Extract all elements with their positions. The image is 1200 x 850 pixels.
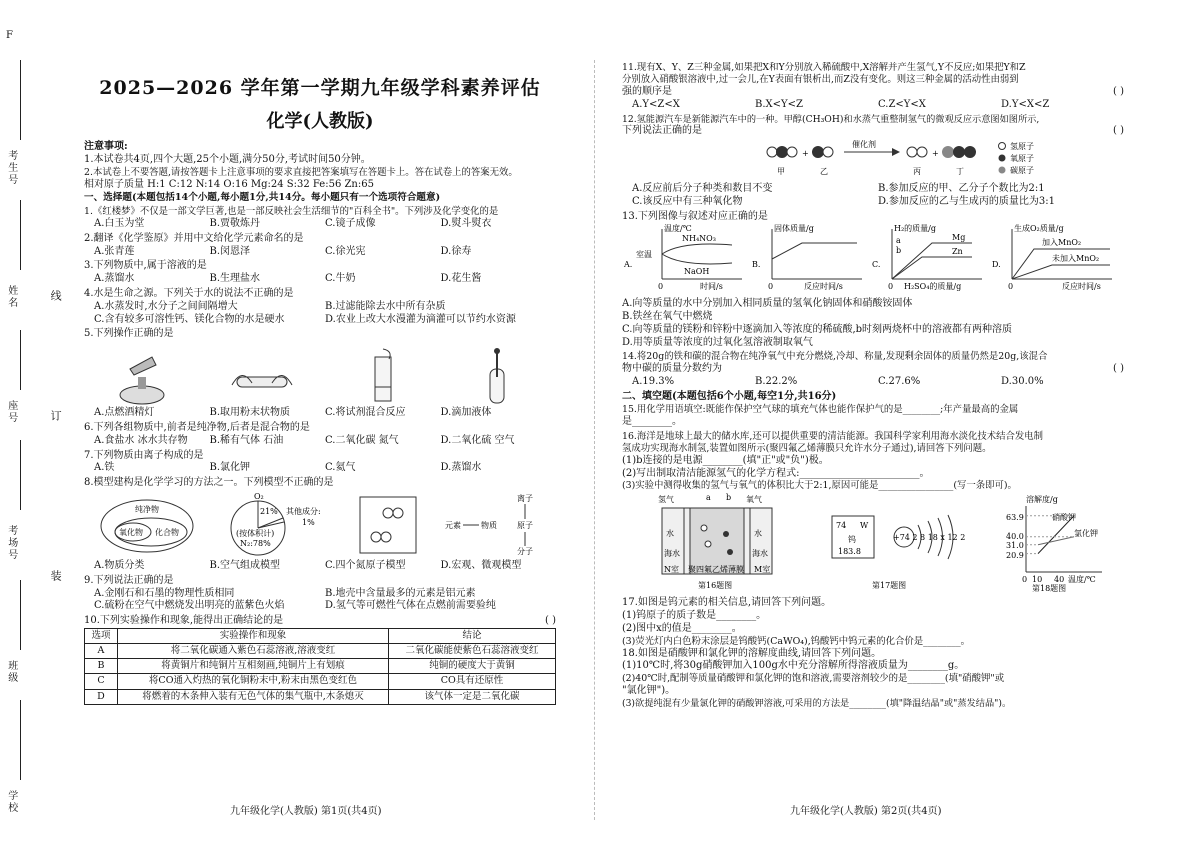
q12-stem — [622, 125, 1124, 138]
q14-stem — [622, 363, 1124, 376]
axis-label: 时间/s — [700, 282, 723, 292]
option: D.花生酱 — [440, 273, 482, 285]
tick-label: 10 — [1032, 575, 1043, 585]
macro-micro-model-figure — [443, 492, 543, 558]
fig-label: b — [726, 493, 732, 503]
legend-label: 氧原子 — [1010, 154, 1034, 164]
option: A.金刚石和石墨的物理性质相同 — [94, 587, 235, 599]
option: A.蒸馏水 — [94, 273, 135, 285]
binding-line — [20, 440, 21, 510]
q5-figures — [84, 343, 556, 405]
curve-label: 加入MnO₂ — [1042, 238, 1082, 248]
electrolysis-figure — [658, 493, 772, 590]
nitrogen-atoms-figure — [358, 495, 418, 555]
fig-label: 水 — [666, 529, 674, 539]
axis-origin: 0 — [768, 282, 774, 292]
q18-line: (3)欲提纯混有少量氯化钾的硝酸钾溶液,可采用的方法是________(填"降温结晶"或"蒸发结晶")。 — [622, 697, 1012, 709]
q18-line: (1)10℃时,将30g硝酸钾加入100g水中充分溶解所得溶液质量为________g。 — [622, 660, 965, 672]
fig-label: 海水 — [664, 549, 680, 559]
axis-label: 生成O₂质量/g — [1014, 224, 1064, 234]
fig-label: 分子 — [517, 547, 534, 557]
graph-b — [752, 223, 862, 291]
q2-stem: 2.翻译《化学鉴原》并用中文给化学元素命名的是 — [84, 232, 304, 244]
option: C.硫粉在空气中燃烧发出明亮的蓝紫色火焰 — [94, 600, 285, 612]
option: D.蒸馏水 — [440, 462, 482, 474]
option: D.用等质量等浓度的过氧化氢溶液制取氧气 — [622, 336, 813, 348]
answer-bracket: ( ) — [1113, 363, 1124, 375]
option: C.牛奶 — [325, 273, 356, 285]
fig-label: a — [706, 493, 711, 503]
fig-caption: 第17题图 — [872, 581, 907, 591]
cylinder-figure — [353, 347, 413, 405]
fig-label: M室 — [754, 565, 771, 575]
header-cell: 结论 — [389, 629, 556, 644]
q12-stem: 12.氢能源汽车是新能源汽车中的一种。甲醇(CH₃OH)和水蒸气重整制氢气的微观反应示意图如图所示, — [622, 113, 1040, 125]
q9-stem: 9.下列说法正确的是 — [84, 574, 174, 586]
option: B.铁丝在氧气中燃烧 — [622, 311, 713, 322]
q16-line: (3)实验中测得收集的氢气与氧气的体积比大于2:1,原因可能是________________(写一条即可)。 — [622, 480, 1017, 492]
notes-heading: 注意事项: — [84, 141, 128, 153]
q15-line: 是________。 — [622, 415, 682, 427]
option: A.物质分类 — [94, 560, 145, 572]
q7-stem: 7.下列物质由离子构成的是 — [84, 449, 204, 461]
fig-label: 聚四氟乙烯薄膜 — [688, 565, 744, 575]
cell: B — [85, 659, 118, 674]
answer-bracket: ( ) — [1113, 86, 1124, 98]
page-footer: 九年级化学(人教版) 第1页(共4页) — [230, 806, 382, 817]
atomic-masses: 相对原子质量 H:1 C:12 N:14 O:16 Mg:24 S:32 Fe:56 Zn:65 — [84, 178, 374, 190]
option: A.白玉为堂 — [94, 218, 145, 230]
legend-label: 氢原子 — [1010, 142, 1034, 152]
fig-label: N室 — [664, 565, 679, 575]
option: B.X<Y<Z — [755, 98, 803, 110]
right-column — [622, 62, 1124, 827]
q16-line: 16.海洋是地球上最大的储水库,还可以提供重要的清洁能源。我国科学家利用海水淡化技术结合发电制 — [622, 430, 1044, 442]
option: D.滴加液体 — [440, 407, 492, 419]
series-label: 硝酸钾 — [1052, 513, 1076, 523]
option: C.二氧化碳 氮气 — [325, 434, 399, 446]
q1-options — [84, 218, 556, 231]
option: A.反应前后分子种类和数目不变 — [632, 183, 773, 195]
option: C.该反应中有三种氧化物 — [632, 195, 743, 207]
axis-origin: 0 — [1008, 282, 1014, 292]
fig-label: 氧化物 — [118, 528, 143, 538]
axis-origin: 0 — [658, 282, 664, 292]
molecule-label: 丙 — [913, 167, 921, 177]
atomic-mass: 183.8 — [838, 547, 861, 557]
q6-stem: 6.下列各组物质中,前者是纯净物,后者是混合物的是 — [84, 422, 310, 434]
curve-label: 未加入MnO₂ — [1052, 254, 1100, 264]
element-name: 钨 — [848, 535, 856, 545]
air-composition-figure — [222, 492, 332, 558]
option: B.空气组成模型 — [209, 560, 281, 572]
fig-label: 21% — [260, 507, 279, 517]
option: D.氢气等可燃性气体在点燃前需要验纯 — [325, 600, 496, 612]
fig-label: 水 — [754, 529, 762, 539]
molecule-label: 丁 — [956, 167, 964, 177]
cell: C — [85, 674, 118, 689]
section2-heading: 二、填空题(本题包括6个小题,每空1分,共16分) — [622, 391, 837, 403]
powder-figure — [227, 347, 297, 405]
curve-label: b — [896, 246, 902, 256]
legend-label: 碳原子 — [1010, 166, 1034, 176]
tick-label: 40 — [1054, 575, 1065, 585]
element-symbol: W — [860, 521, 869, 531]
fig-caption: 第18题图 — [1032, 584, 1067, 593]
option: B.稀有气体 石油 — [209, 434, 284, 446]
header-cell: 实验操作和现象 — [117, 629, 388, 644]
option: C.四个氮原子模型 — [325, 560, 406, 572]
q13-stem: 13.下列图像与叙述对应正确的是 — [622, 210, 768, 222]
fig-label: 纯净物 — [134, 505, 159, 515]
binding-label: 学校 — [5, 790, 17, 814]
option-letter: C. — [872, 260, 881, 270]
q2-options — [84, 246, 556, 259]
q17-line: 17.如图是钨元素的相关信息,请回答下列问题。 — [622, 597, 832, 609]
q18-line: 18.如图是硝酸钾和氯化钾的溶解度曲线,请回答下列问题。 — [622, 647, 882, 659]
option: A.点燃酒精灯 — [94, 407, 155, 419]
q11-stem — [622, 86, 1124, 99]
table-row — [85, 659, 556, 674]
fig-label: 氢气 — [658, 495, 674, 505]
exam-subtitle: 化学(人教版) — [266, 111, 374, 133]
q18-line: (2)40℃时,配制等质量硝酸钾和氯化钾的饱和溶液,需要溶剂较少的是________(填"硝酸钾"或 — [622, 673, 1005, 685]
tungsten-figure — [832, 515, 965, 590]
q16-line: (1)b连接的是电源________(填"正"或"负")极。 — [622, 454, 829, 466]
fig-label: 氧气 — [746, 495, 762, 505]
fig-label: O₂ — [254, 492, 265, 502]
q9-options — [84, 588, 556, 614]
option: B.取用粉末状物质 — [209, 407, 291, 419]
option: A.19.3% — [632, 376, 675, 388]
catalyst-label: 催化剂 — [852, 140, 876, 150]
option-letter: D. — [992, 260, 1001, 270]
option: D.参加反应的乙与生成丙的质量比为3:1 — [878, 195, 1055, 207]
q11-stem: 分别放入硝酸银溶液中,过一会儿,在Y表面有银析出,而Z没有变化。则这三种金属的活动性由弱到 — [622, 74, 1019, 86]
axis-label: H₂SO₄的质量/g — [904, 282, 962, 292]
q13-graphs — [622, 223, 1122, 293]
fig-label: 1% — [302, 518, 315, 528]
dropper-figure — [468, 347, 528, 405]
curve-label: a — [896, 236, 901, 246]
cut-word: 线 — [49, 290, 63, 301]
notes-item: 1.本试卷共4页,四个大题,25个小题,满分50分,考试时间50分钟。 — [84, 154, 371, 166]
exam-title: 2025—2026 学年第一学期九年级学科素养评估 — [99, 77, 541, 99]
q7-options — [84, 462, 556, 475]
curve-label: NaOH — [684, 267, 710, 277]
axis-label: 温度/℃ — [1068, 575, 1096, 585]
fig-caption: 第16题图 — [698, 581, 733, 591]
axis-label: H₂的质量/g — [894, 224, 936, 234]
q3-options — [84, 273, 556, 286]
notes-item: 2.本试卷上不要答题,请按答题卡上注意事项的要求直接把答案填写在答题卡上。答在试卷上的答案无效。 — [84, 166, 518, 178]
graph-c — [872, 223, 982, 291]
curve-label: NH₄NO₃ — [682, 234, 716, 244]
alcohol-lamp-figure — [112, 347, 172, 405]
q8-options — [84, 560, 556, 573]
atom-structure: +74 2 8 18 x 12 2 — [893, 533, 966, 543]
q14-options — [622, 376, 1124, 389]
series-label: 氯化钾 — [1074, 529, 1098, 539]
q16-line: (2)写出制取清洁能源氢气的化学方程式:________________________。 — [622, 467, 930, 479]
atomic-number: 74 — [836, 521, 847, 531]
option: D.熨斗熨衣 — [440, 218, 492, 230]
fig-label: (按体积计) — [236, 529, 275, 539]
fig-label: 其他成分: — [286, 507, 321, 517]
q14-stem: 14.将20g的铁和碳的混合物在纯净氧气中充分燃烧,冷却、称量,发现剩余固体的质量仍然是20g,该混合 — [622, 351, 1048, 363]
option: C.将试剂混合反应 — [325, 407, 406, 419]
q17-line: (3)荧光灯内白色粉末涂层是钨酸钙(CaWO₄),钨酸钙中钨元素的化合价是________。 — [622, 635, 971, 647]
axis-label: 室温 — [636, 250, 652, 260]
binding-margin — [0, 0, 62, 850]
option: B.22.2% — [755, 376, 798, 388]
q4-options — [84, 301, 556, 327]
cell: 将黄铜片和纯铜片互相刻画,纯铜片上有划痕 — [117, 659, 388, 674]
option: B.氯化钾 — [209, 462, 251, 474]
q12-options — [622, 183, 1124, 209]
experiment-table — [84, 628, 556, 705]
table-row — [85, 689, 556, 704]
option: B.生理盐水 — [209, 273, 261, 285]
option: D.二氧化硫 空气 — [440, 434, 515, 446]
curve-label: Zn — [952, 247, 963, 257]
axis-label: 温度/℃ — [664, 224, 692, 234]
option: B.闵恩泽 — [209, 245, 251, 257]
curve-label: Mg — [952, 233, 966, 243]
cell: 将二氧化碳通入紫色石蕊溶液,溶液变红 — [117, 644, 388, 659]
q11-options — [622, 99, 1124, 112]
q10-text: 10.下列实验操作和现象,能得出正确结论的是 — [84, 615, 284, 627]
cut-word: 订 — [49, 410, 63, 421]
molecule-label: 乙 — [820, 167, 828, 177]
table-header — [85, 629, 556, 644]
option: D.宏观、微观模型 — [440, 560, 522, 572]
option: C.镜子成像 — [325, 218, 376, 230]
option: B.地壳中含量最多的元素是铝元素 — [325, 587, 476, 599]
q15-line: 15.用化学用语填空:既能作保护空气球的填充气体也能作保护气的是________;年产量最高的金属 — [622, 403, 1019, 415]
q10-stem — [84, 615, 556, 628]
cell: 将CO通入灼热的氧化铜粉末中,粉末由黑色变红色 — [117, 674, 388, 689]
option: B.贾敬炼丹 — [209, 218, 261, 230]
option-letter: A. — [624, 260, 633, 270]
option: C.27.6% — [878, 376, 921, 388]
axis-origin: 0 — [888, 282, 894, 292]
tick-label: 40.0 — [1006, 532, 1024, 542]
q8-stem: 8.模型建构是化学学习的方法之一。下列模型不正确的是 — [84, 477, 334, 489]
q3-stem: 3.下列物质中,属于溶液的是 — [84, 260, 207, 272]
graph-a — [623, 223, 742, 291]
tick-label: 0 — [1022, 575, 1028, 585]
table-row — [85, 674, 556, 689]
cell: CO具有还原性 — [389, 674, 556, 689]
q12-text: 下列说法正确的是 — [622, 125, 702, 137]
cell: A — [85, 644, 118, 659]
option: A.铁 — [94, 462, 115, 474]
q11-stem: 11.现有X、Y、Z三种金属,如果把X和Y分别放入稀硫酸中,X溶解并产生氢气,Y不反应;如果把Y和Z — [622, 62, 1026, 73]
q6-options — [84, 435, 556, 448]
fig-label: N₂:78% — [240, 539, 271, 549]
option: B.参加反应的甲、乙分子个数比为2:1 — [878, 183, 1045, 195]
axis-label: 反应时间/s — [1062, 282, 1101, 292]
q18-line: "氯化钾")。 — [622, 685, 676, 697]
binding-line — [20, 580, 21, 650]
binding-line — [20, 330, 21, 390]
cell: 纯铜的硬度大于黄铜 — [389, 659, 556, 674]
option: D.30.0% — [1001, 376, 1044, 388]
q14-text: 物中碳的质量分数约为 — [622, 363, 722, 375]
fig-label: 元素 — [445, 521, 462, 531]
fig-label: 原子 — [517, 521, 534, 531]
cell: 二氧化碳能使紫色石蕊溶液变红 — [389, 644, 556, 659]
q11-text: 强的顺序是 — [622, 86, 672, 98]
binding-line — [20, 700, 21, 780]
option: C.向等质量的镁粉和锌粉中逐滴加入等浓度的稀硫酸,b时刻两烧杯中的溶液都有两种溶质 — [622, 323, 1013, 335]
column-divider — [594, 60, 595, 820]
reaction-diagram — [622, 138, 1122, 178]
q17-line: (2)图中x的值是________。 — [622, 622, 742, 634]
binding-label: 座号 — [5, 400, 17, 424]
fig-label: 离子 — [517, 494, 534, 504]
tick-label: 63.9 — [1006, 513, 1024, 523]
q4-stem: 4.水是生命之源。下列关于水的说法不正确的是 — [84, 288, 294, 300]
answer-bracket: ( ) — [545, 615, 556, 627]
q16-line: 氢成功实现海水制氢,装置如图所示(聚四氟乙烯薄膜只允许水分子通过),请回答下列问题。 — [622, 442, 992, 454]
series-line — [1038, 537, 1074, 545]
cell: D — [85, 689, 118, 704]
header-cell: 选项 — [85, 629, 118, 644]
page-footer: 九年级化学(人教版) 第2页(共4页) — [790, 806, 942, 817]
option: D.Y<X<Z — [1001, 98, 1050, 110]
option: C.氦气 — [325, 462, 356, 474]
table-row — [85, 644, 556, 659]
tick-label: 31.0 — [1006, 541, 1024, 551]
option: D.徐寿 — [440, 245, 472, 257]
molecule-label: 甲 — [777, 167, 785, 177]
axis-label: 反应时间/s — [804, 282, 843, 292]
tick-label: 20.9 — [1006, 551, 1024, 561]
cut-word: 装 — [49, 570, 63, 581]
plus-sign: + — [802, 149, 809, 159]
option: B.过滤能除去水中所有杂质 — [325, 300, 446, 312]
option: A.水蒸发时,水分子之间间隔增大 — [94, 300, 238, 312]
q17-line: (1)钨原子的质子数是________。 — [622, 609, 767, 621]
binding-label: 考生号 — [5, 150, 17, 186]
corner-mark: F — [6, 30, 13, 41]
option: C.徐光宪 — [325, 245, 366, 257]
figures-16-18 — [622, 492, 1122, 592]
binding-label: 姓名 — [5, 285, 17, 309]
q5-stem: 5.下列操作正确的是 — [84, 328, 174, 340]
left-column — [84, 60, 556, 825]
answer-bracket: ( ) — [1113, 125, 1124, 137]
option: A.食盐水 冰水共存物 — [94, 434, 188, 446]
option: A.张青莲 — [94, 245, 135, 257]
option-letter: B. — [752, 260, 761, 270]
binding-label: 班级 — [5, 660, 17, 684]
graph-d — [992, 223, 1112, 291]
fig-label: 化合物 — [154, 528, 179, 538]
binding-label: 考场号 — [5, 525, 17, 561]
option: D.农业上改大水漫灌为滴灌可以节约水资源 — [325, 313, 516, 325]
axis-label: 固体质量/g — [774, 224, 814, 234]
option: A.Y<Z<X — [632, 98, 680, 110]
classification-model-figure — [97, 494, 197, 556]
cell: 该气体一定是二氧化碳 — [389, 689, 556, 704]
section1-heading: 一、选择题(本题包括14个小题,每小题1分,共14分。每小题只有一个选项符合题意) — [84, 191, 441, 203]
option: A.向等质量的水中分别加入相同质量的氢氧化钠固体和硝酸铵固体 — [622, 298, 913, 310]
q5-options — [84, 407, 556, 420]
binding-line — [20, 60, 21, 140]
solubility-chart — [1006, 494, 1102, 592]
binding-line — [20, 200, 21, 270]
fig-label: 物质 — [481, 521, 498, 531]
option: C.Z<Y<X — [878, 98, 926, 110]
q8-figures — [84, 492, 556, 558]
q1-stem: 1.《红楼梦》不仅是一部文学巨著,也是一部反映社会生活细节的"百科全书"。下列涉及化学变化的是 — [84, 206, 499, 218]
plus-sign: + — [932, 149, 939, 159]
option: C.含有较多可溶性钙、镁化合物的水是硬水 — [94, 313, 285, 325]
fig-label: 海水 — [752, 549, 768, 559]
axis-label: 溶解度/g — [1026, 495, 1058, 505]
cell: 将燃着的木条伸入装有无色气体的集气瓶中,木条熄灭 — [117, 689, 388, 704]
